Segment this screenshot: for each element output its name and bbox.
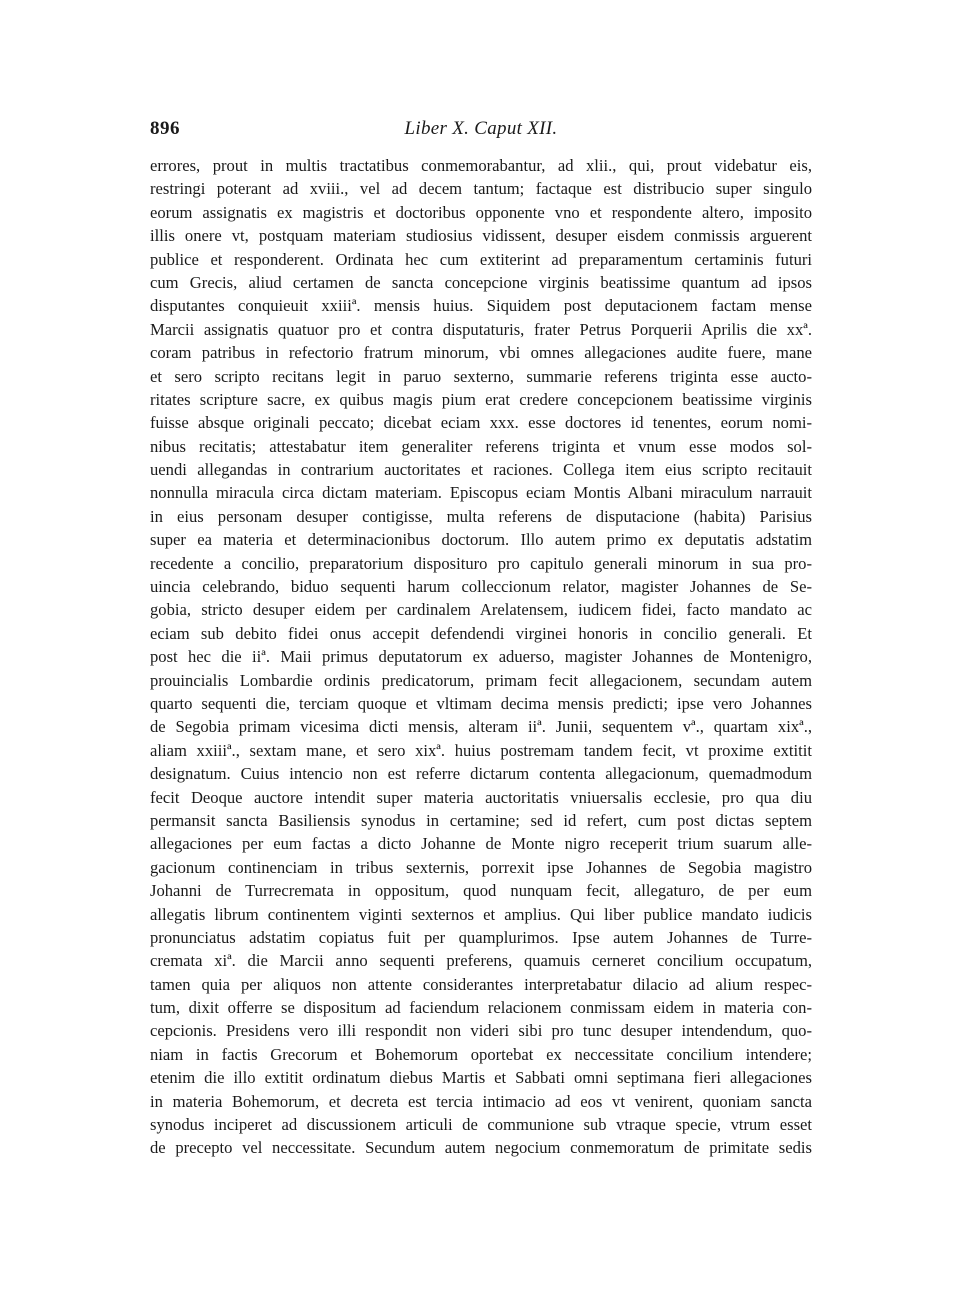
text-line: recedente a concilio, preparatorium dispositurо pro capitulo generali minorum in sua pro- (150, 553, 812, 573)
text-line: publice et responderent. Ordinata hec cum extiterint ad preparamentum certaminis futuri (150, 249, 812, 269)
text-line: aliam xxiiiª., sextam mane, et sero xixª. huius postremam tandem fecit, vt proxime extitit (150, 740, 812, 760)
text-line: Johanni de Turrecremata in oppositum, quod nunquam fecit, allegaturo, de per eum (150, 881, 812, 901)
text-line: eorum assignatis ex magistris et doctoribus opponente vno et respondente altero, imposito (150, 202, 812, 222)
text-line: cum Grecis, aliud certamen de sancta concepcione virginis beatissime quantum ad ipsos (150, 272, 812, 292)
text-line: etenim die illo extitit ordinatum diebus Martis et Sabbati omni septimana fieri allegaciones (150, 1068, 812, 1088)
text-line: prouincialis Lombardie ordinis predicatorum, primam fecit allegacionem, secundam autem (150, 670, 812, 690)
text-line: gacionum continenciam in tribus sexternis, porrexit ipse Johannes de Segobia magistro (150, 857, 812, 877)
body-text (150, 154, 812, 1160)
text-line: et sero scripto recitans legit in paruo sexterno, summarie referens triginta esse aucto- (150, 366, 812, 386)
text-line: fuisse absque originali peccato; dicebat eciam xxx. esse doctores id tenentes, eorum nomi- (150, 413, 812, 433)
text-line: errores, prout in multis tractatibus conmemorabantur, ad xlii., qui, prout videbatur eis, (150, 156, 812, 175)
text-line: uincia celebrando, biduo sequenti harum colleccionum relator, magister Johannes de Se- (150, 577, 812, 597)
text-line: coram patribus in refectorio fratrum minorum, vbi omnes allegaciones audite fuere, mane (150, 343, 812, 363)
text-line: gobia, stricto desuper eidem per cardinalem Arelatensem, iudicem fidei, facto mandato ac (150, 600, 812, 620)
text-line: synodus inciperet ad discussionem articuli de communione sub vtraque specie, vtrum esset (150, 1115, 812, 1135)
page-header (150, 118, 812, 144)
text-line: allegaciones per eum factas a dicto Johanne de Monte nigro receperit trium suarum alle- (150, 834, 812, 854)
text-line: designatum. Cuius intencio non est referre dictarum contenta allegacionum, quemadmodum (150, 764, 812, 784)
text-line: nonnulla miracula circa dictam materiam. Episcopus eciam Montis Albani miraculum narrauit (150, 483, 812, 503)
text-line: uendi allegandas in contrarium auctoritates et raciones. Collega item eius scripto recitauit (150, 460, 812, 480)
text-line: nibus recitatis; attestabatur item generaliter referens triginta et vnum esse modos sol- (150, 436, 812, 456)
text-line: de Segobia primam vicesima dicti mensis, alteram iiª. Junii, sequentem vª., quartam xixª., (150, 717, 812, 737)
text-line: fecit Deoque auctore intendit super materia auctoritatis vniuersalis ecclesie, pro qua diu (150, 787, 812, 807)
text-line: Marcii assignatis quatuor pro et contra disputaturis, frater Petrus Porquerii Aprilis die xxª. (150, 319, 812, 339)
page-number: 896 (150, 118, 180, 139)
text-line: cremata xiª. die Marcii anno sequenti preferens, quamuis cerneret concilium occupatum, (150, 951, 812, 971)
text-line: allegatis librum continentem viginti sexternos et amplius. Qui liber publice mandato iudicis (150, 904, 812, 924)
text-line: niam in factis Grecorum et Bohemorum oportebat ex neccessitate concilium intendere; (150, 1044, 812, 1064)
text-line: super ea materia et determinacionibus doctorum. Illo autem primo ex deputatis adstatim (150, 530, 812, 550)
text-line: in materia Bohemorum, et decreta est tercia intimacio ad eos vt venirent, quoniam sancta (150, 1091, 812, 1111)
text-line: quarto sequenti die, terciam quoque et vltimam decima mensis predicti; ipse vero Johannes (150, 693, 812, 713)
text-line: permansit sancta Basiliensis synodus in certamine; sed id refert, cum post dictas septem (150, 810, 812, 830)
text-line: de precepto vel neccessitate. Secundum autem negocium conmemoratum de primitate sedis (150, 1138, 812, 1158)
text-line: tamen quia per aliquos non attente considerantes interpretabatur dilacio ad alium respec- (150, 974, 812, 994)
text-line: disputantes conquieuit xxiiiª. mensis huius. Siquidem post deputacionem factam mense (150, 296, 812, 316)
text-line: cepcionis. Presidens vero illi respondit non videri sibi pro tunc desuper intendendum, quo- (150, 1021, 812, 1041)
text-line: in eius personam desuper contigisse, multa referens de disputacione (habita) Parisius (150, 506, 812, 526)
text-line: ritates scripture sacre, ex quibus magis pium erat credere concepcionem beatissime virginis (150, 389, 812, 409)
running-head: Liber X. Caput XII. (404, 118, 558, 139)
text-line: eciam sub debito fidei onus accepit defendendi virginei honoris in concilio generali. Et (150, 623, 812, 643)
text-line: post hec die iiª. Maii primus deputatorum ex aduerso, magister Johannes de Montenigro, (150, 647, 812, 667)
text-line: illis onere vt, postquam materiam studiosius vidissent, desuper eisdem conmissis arguerent (150, 226, 812, 246)
text-line: pronunciatus adstatim copiatus fuit per quamplurimos. Ipse autem Johannes de Turre- (150, 927, 812, 947)
text-line: tum, dixit offerre se dispositum ad faciendum relacionem conmissam eidem in materia con- (150, 998, 812, 1018)
text-line: restringi poterant ad xviii., vel ad decem tantum; factaque est distribucio super singulo (150, 179, 812, 199)
